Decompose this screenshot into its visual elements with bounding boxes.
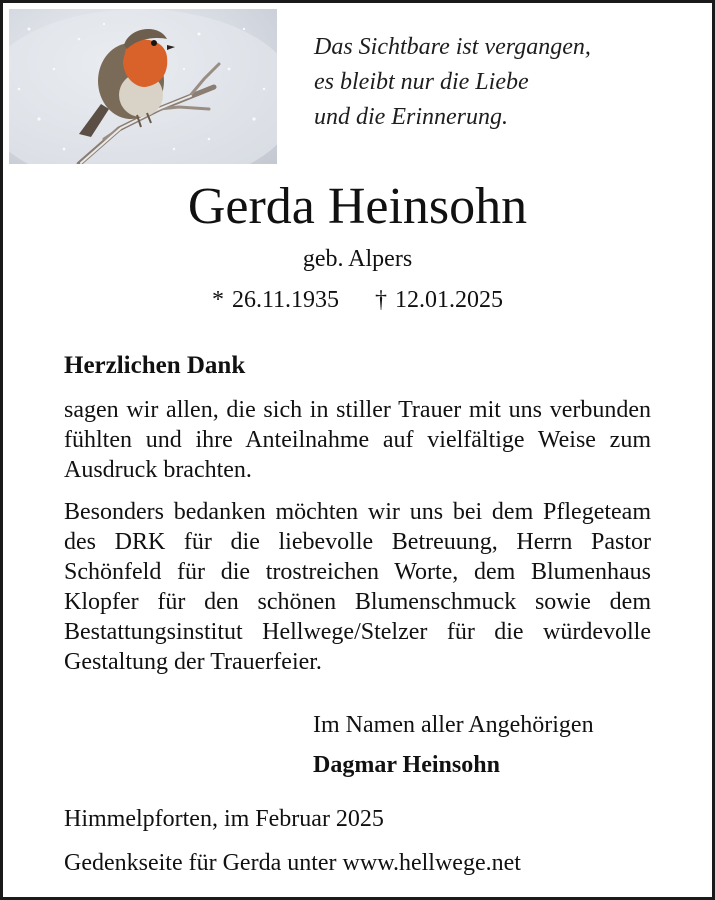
place-date: Himmelpforten, im Februar 2025 (64, 806, 384, 832)
quote-line: Das Sichtbare ist vergangen, (314, 34, 591, 60)
thanks-paragraph-2: Besonders bedanken möchten wir uns bei dem Pflegeteam des DRK für die liebevolle Betreuung, Herrn Pastor Schönfeld für die trostreichen Worte, dem Blumenhaus Klopfer für den schönen Blumenschmuck sowie dem Bestattungsinstitut Hellwege/Stelzer für die würdevolle Gestaltung der Trauerfeier. (64, 499, 651, 675)
thanks-paragraph-1: sagen wir allen, die sich in stiller Trauer mit uns verbunden fühlten und ihre Anteilnahme auf vielfältige Weise zum Ausdruck brachten. (64, 397, 651, 483)
robin-photo (9, 9, 277, 164)
robin-illustration (9, 9, 277, 164)
memorial-website: Gedenkseite für Gerda unter www.hellwege.net (64, 850, 521, 876)
signature-line: Im Namen aller Angehörigen (313, 712, 594, 738)
deceased-name: Gerda Heinsohn (187, 178, 528, 235)
maiden-name: geb. Alpers (302, 246, 413, 272)
signature-name: Dagmar Heinsohn (313, 752, 500, 778)
memorial-quote (314, 30, 591, 135)
quote-line: es bleibt nur die Liebe (314, 69, 529, 95)
death-date: † 12.01.2025 (375, 287, 504, 313)
thanks-heading: Herzlichen Dank (64, 352, 246, 379)
birth-date: * 26.11.1935 (211, 287, 340, 313)
quote-line: und die Erinnerung. (314, 104, 508, 130)
life-dates (0, 285, 715, 315)
